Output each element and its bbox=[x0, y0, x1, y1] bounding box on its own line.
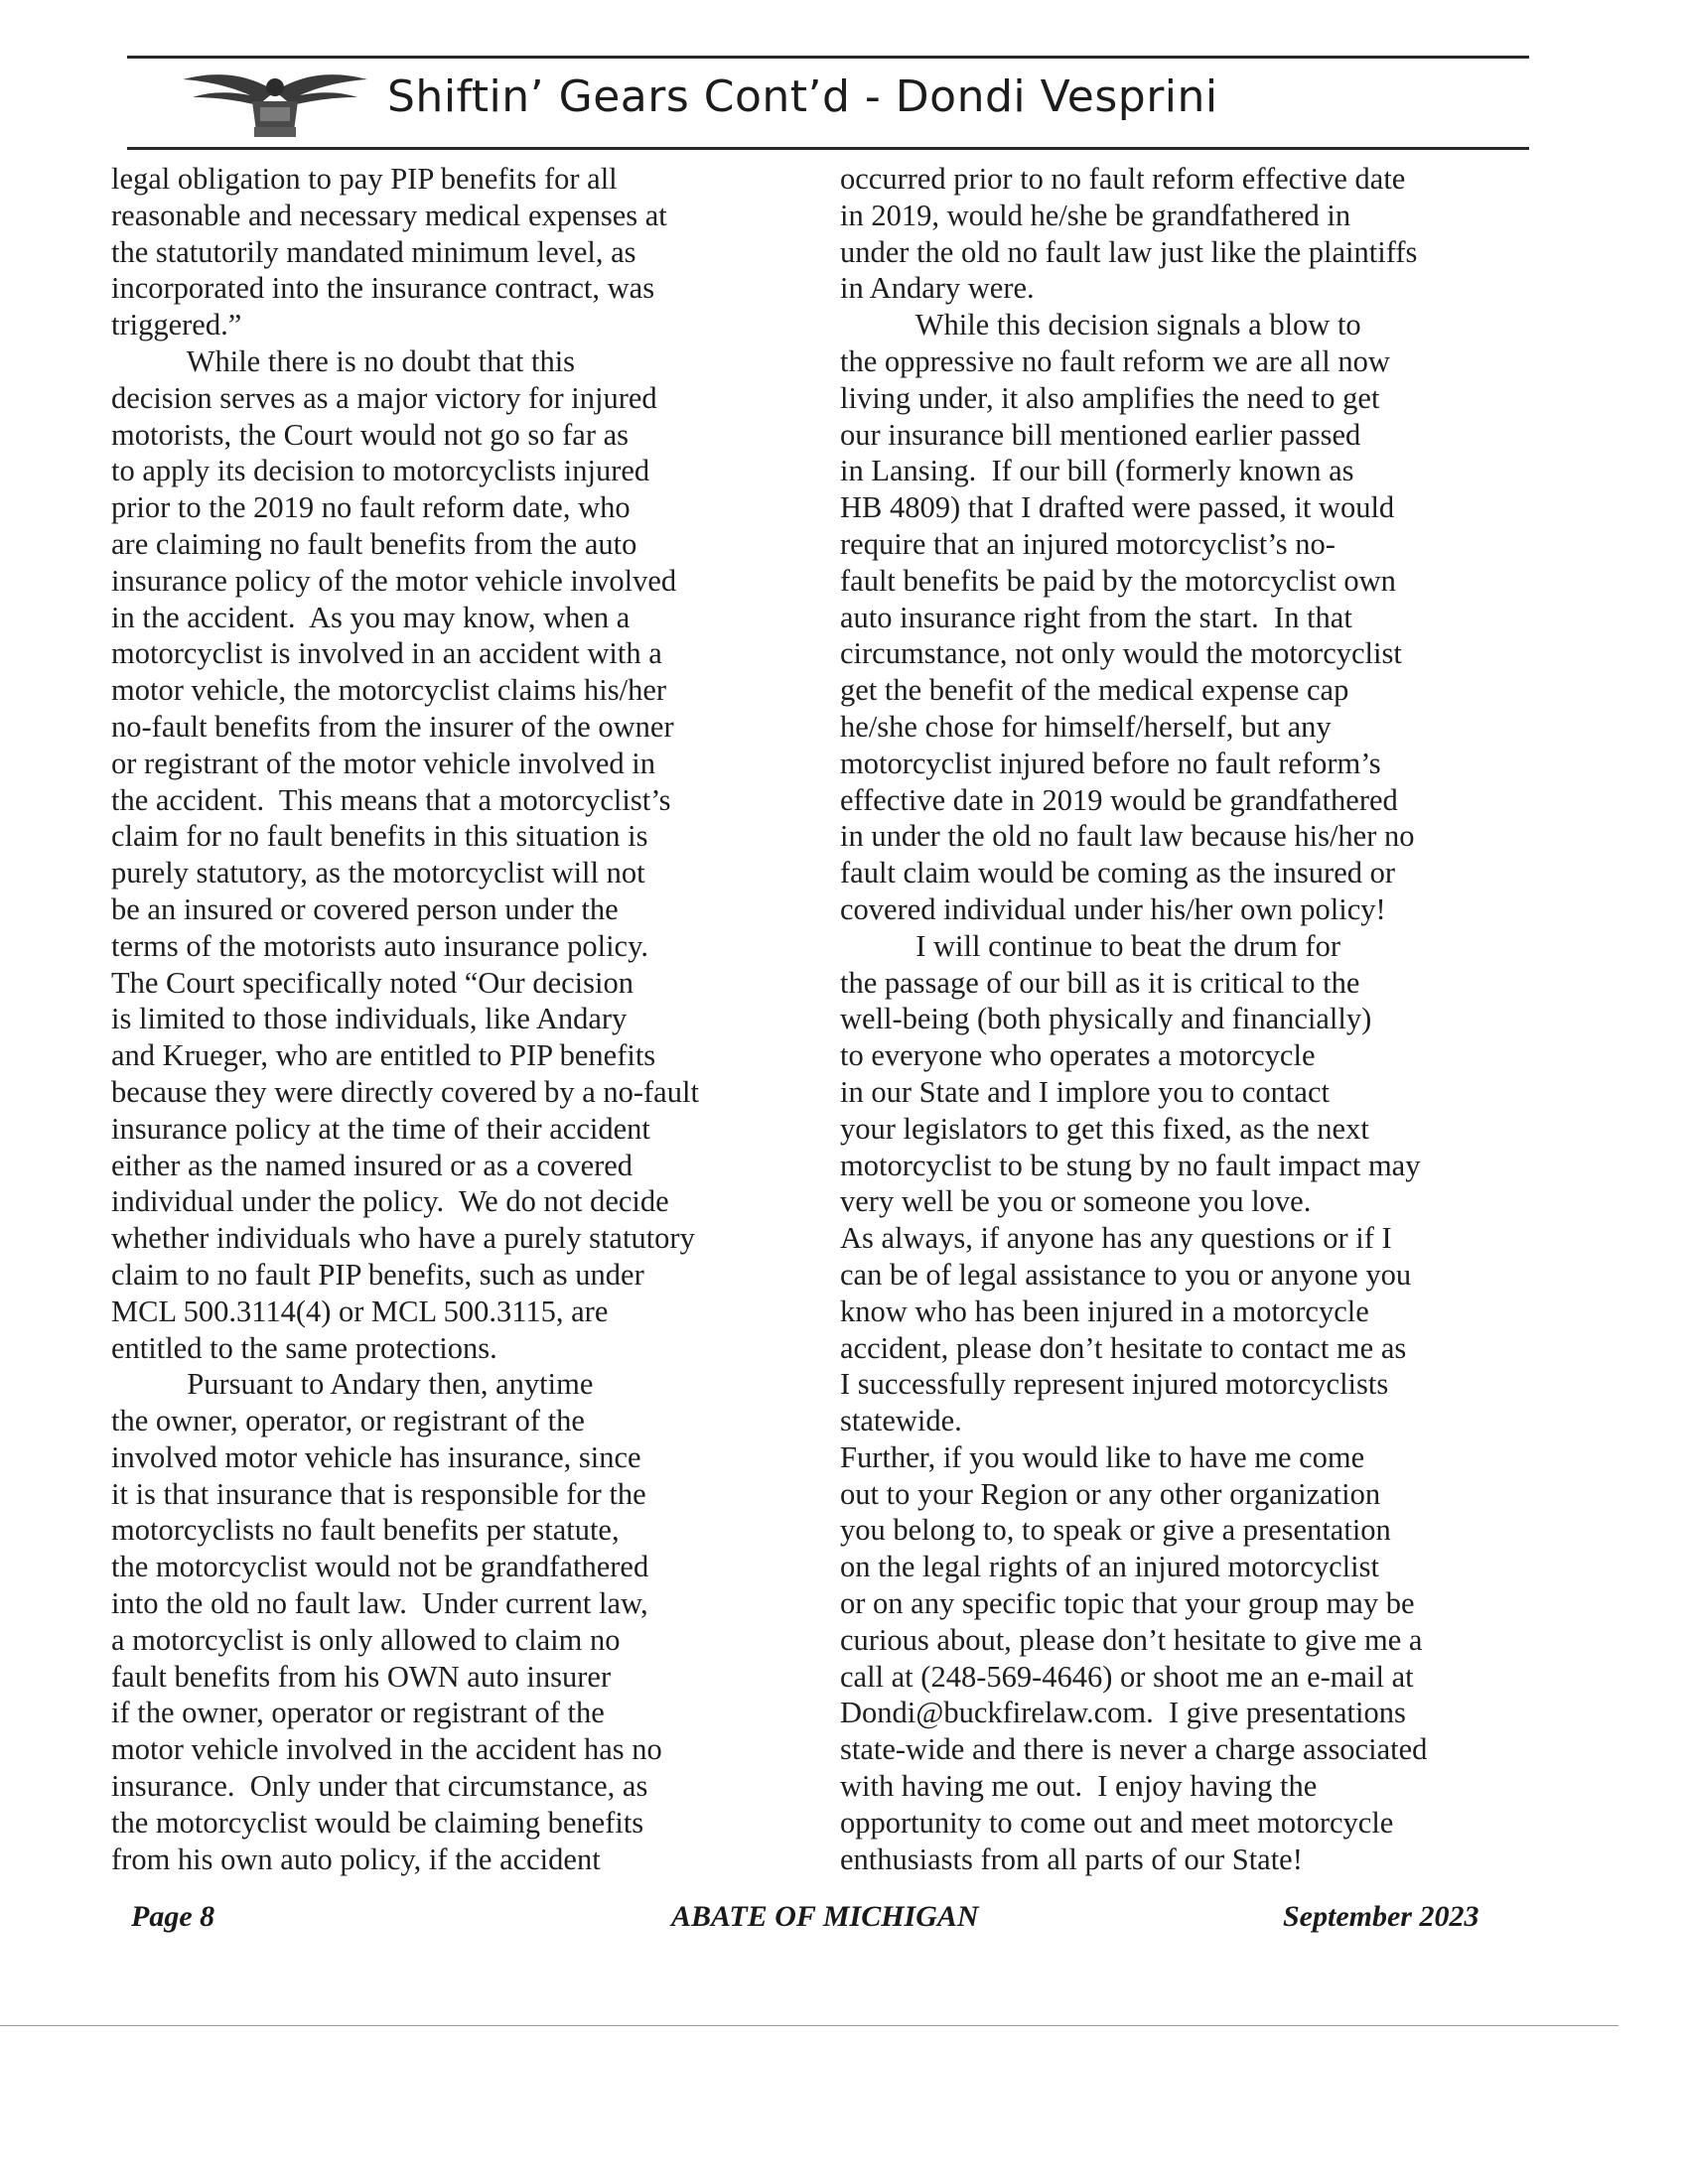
page-edge-rule bbox=[0, 2025, 1618, 2026]
text-line: motorcyclist is involved in an accident with a bbox=[111, 636, 662, 671]
publication-name: ABATE OF MICHIGAN bbox=[671, 1900, 979, 1933]
text-line: to everyone who operates a motorcycle bbox=[840, 1038, 1316, 1073]
text-line: motorcyclist injured before no fault reform’s bbox=[840, 746, 1381, 780]
text-line: in our State and I implore you to contact bbox=[840, 1074, 1330, 1109]
text-line: claim to no fault PIP benefits, such as under bbox=[111, 1257, 644, 1292]
text-line: Pursuant to Andary then, anytime bbox=[111, 1367, 594, 1402]
text-line: Further, if you would like to have me come bbox=[840, 1439, 1365, 1474]
text-line: call at (248-569-4646) or shoot me an e-mail at bbox=[840, 1659, 1414, 1694]
text-line: occurred prior to no fault reform effective date bbox=[840, 162, 1406, 196]
text-line: with having me out. I enjoy having the bbox=[840, 1769, 1318, 1804]
text-line: your legislators to get this fixed, as the next bbox=[840, 1111, 1369, 1146]
text-line: get the benefit of the medical expense cap bbox=[840, 673, 1349, 708]
text-line: While there is no doubt that this bbox=[111, 343, 576, 378]
text-line: the statutorily mandated minimum level, as bbox=[111, 234, 636, 269]
text-line: living under, it also amplifies the need to get bbox=[840, 380, 1380, 415]
text-line: statewide. bbox=[840, 1404, 962, 1438]
text-line: incorporated into the insurance contract, was bbox=[111, 271, 655, 306]
text-line: curious about, please don’t hesitate to give me a bbox=[840, 1622, 1423, 1657]
text-line: accident, please don’t hesitate to contact me as bbox=[840, 1330, 1407, 1365]
text-line: into the old no fault law. Under current law, bbox=[111, 1586, 648, 1621]
article-left-column bbox=[111, 161, 816, 1877]
text-line: motor vehicle, the motorcyclist claims his/her bbox=[111, 673, 667, 708]
text-line: well-being (both physically and financially) bbox=[840, 1002, 1372, 1036]
text-line: either as the named insured or as a covered bbox=[111, 1148, 633, 1182]
text-line: because they were directly covered by a no-fault bbox=[111, 1074, 699, 1109]
text-line: HB 4809) that I drafted were passed, it would bbox=[840, 490, 1395, 525]
text-line: fault benefits from his OWN auto insurer bbox=[111, 1659, 612, 1694]
text-line: or registrant of the motor vehicle involved in bbox=[111, 746, 656, 780]
text-line: fault benefits be paid by the motorcyclist own bbox=[840, 563, 1396, 598]
text-line: opportunity to come out and meet motorcycle bbox=[840, 1805, 1394, 1840]
text-line: individual under the policy. We do not decide bbox=[111, 1184, 669, 1219]
text-line: prior to the 2019 no fault reform date, who bbox=[111, 490, 631, 525]
text-line: from his own auto policy, if the accident bbox=[111, 1842, 601, 1876]
text-line: state-wide and there is never a charge associated bbox=[840, 1732, 1428, 1767]
text-line: purely statutory, as the motorcyclist will not bbox=[111, 856, 645, 890]
text-line: to apply its decision to motorcyclists injured bbox=[111, 454, 650, 488]
text-line: are claiming no fault benefits from the auto bbox=[111, 526, 637, 561]
text-line: if the owner, operator or registrant of the bbox=[111, 1696, 605, 1730]
text-line: claim for no fault benefits in this situation is bbox=[111, 819, 648, 854]
text-line: can be of legal assistance to you or anyone you bbox=[840, 1257, 1412, 1292]
text-line: insurance policy at the time of their accident bbox=[111, 1111, 650, 1146]
text-line: the passage of our bill as it is critical to the bbox=[840, 965, 1360, 1000]
text-line: the owner, operator, or registrant of the bbox=[111, 1404, 585, 1438]
text-line: enthusiasts from all parts of our State! bbox=[840, 1842, 1303, 1876]
text-line: is limited to those individuals, like Andary bbox=[111, 1002, 628, 1036]
text-line: the motorcyclist would not be grandfathered bbox=[111, 1550, 649, 1584]
text-line: and Krueger, who are entitled to PIP benefits bbox=[111, 1038, 656, 1073]
text-line: motor vehicle involved in the accident has no bbox=[111, 1732, 662, 1767]
text-line: no-fault benefits from the insurer of the owner bbox=[111, 709, 674, 744]
text-line: insurance. Only under that circumstance, as bbox=[111, 1769, 648, 1804]
text-line: decision serves as a major victory for injured bbox=[111, 380, 657, 415]
text-line: or on any specific topic that your group may be bbox=[840, 1586, 1415, 1621]
text-line: he/she chose for himself/herself, but any bbox=[840, 709, 1332, 744]
text-line: the accident. This means that a motorcyclist’s bbox=[111, 782, 671, 817]
text-line: fault claim would be coming as the insured or bbox=[840, 856, 1396, 890]
eagle-emblem-icon bbox=[181, 62, 369, 145]
text-line: The Court specifically noted “Our decision bbox=[111, 965, 633, 1000]
page-number: Page 8 bbox=[131, 1900, 215, 1933]
text-line: a motorcyclist is only allowed to claim no bbox=[111, 1622, 621, 1657]
text-line: whether individuals who have a purely statutory bbox=[111, 1221, 695, 1256]
text-line: terms of the motorists auto insurance policy. bbox=[111, 928, 648, 963]
text-line: As always, if anyone has any questions or if I bbox=[840, 1221, 1392, 1256]
text-line: the oppressive no fault reform we are all now bbox=[840, 343, 1390, 378]
text-line: out to your Region or any other organization bbox=[840, 1476, 1381, 1511]
text-line: entitled to the same protections. bbox=[111, 1330, 497, 1365]
text-line: MCL 500.3114(4) or MCL 500.3115, are bbox=[111, 1294, 609, 1328]
article-right-column bbox=[840, 161, 1545, 1877]
text-line: very well be you or someone you love. bbox=[840, 1184, 1312, 1219]
text-line: circumstance, not only would the motorcyclist bbox=[840, 636, 1402, 671]
text-line: motorcyclists no fault benefits per statute, bbox=[111, 1513, 620, 1548]
text-line: know who has been injured in a motorcycle bbox=[840, 1294, 1369, 1328]
page-title: Shiftin’ Gears Cont’d - Dondi Vesprini bbox=[387, 71, 1218, 122]
text-line: in 2019, would he/she be grandfathered in bbox=[840, 198, 1351, 232]
text-line: I will continue to beat the drum for bbox=[840, 928, 1340, 963]
text-line: insurance policy of the motor vehicle involved bbox=[111, 563, 677, 598]
text-line: legal obligation to pay PIP benefits for all bbox=[111, 162, 618, 196]
text-line: be an insured or covered person under the bbox=[111, 891, 619, 926]
text-line: on the legal rights of an injured motorcyclist bbox=[840, 1550, 1379, 1584]
text-line: in Lansing. If our bill (formerly known as bbox=[840, 454, 1354, 488]
text-line: the motorcyclist would be claiming benefits bbox=[111, 1805, 644, 1840]
text-line: involved motor vehicle has insurance, since bbox=[111, 1439, 641, 1474]
text-line: our insurance bill mentioned earlier passed bbox=[840, 417, 1361, 452]
text-line: I successfully represent injured motorcyclists bbox=[840, 1367, 1389, 1402]
issue-date: September 2023 bbox=[1283, 1900, 1479, 1933]
text-line: in the accident. As you may know, when a bbox=[111, 600, 631, 634]
text-line: in Andary were. bbox=[840, 271, 1035, 306]
text-line: under the old no fault law just like the plaintiffs bbox=[840, 234, 1418, 269]
text-line: motorists, the Court would not go so far as bbox=[111, 417, 630, 452]
text-line: effective date in 2019 would be grandfathered bbox=[840, 782, 1398, 817]
text-line: in under the old no fault law because his/her no bbox=[840, 819, 1415, 854]
text-line: While this decision signals a blow to bbox=[840, 308, 1361, 342]
text-line: auto insurance right from the start. In that bbox=[840, 600, 1352, 634]
text-line: covered individual under his/her own policy! bbox=[840, 891, 1386, 926]
header-bottom-rule bbox=[127, 147, 1529, 150]
text-line: it is that insurance that is responsible for the bbox=[111, 1476, 646, 1511]
text-line: Dondi@buckfirelaw.com. I give presentations bbox=[840, 1696, 1406, 1730]
text-line: triggered.” bbox=[111, 308, 242, 342]
text-line: you belong to, to speak or give a presentation bbox=[840, 1513, 1391, 1548]
text-line: reasonable and necessary medical expenses at bbox=[111, 198, 667, 232]
text-line: motorcyclist to be stung by no fault impact may bbox=[840, 1148, 1421, 1182]
text-line: require that an injured motorcyclist’s no- bbox=[840, 526, 1336, 561]
header-top-rule bbox=[127, 56, 1529, 59]
